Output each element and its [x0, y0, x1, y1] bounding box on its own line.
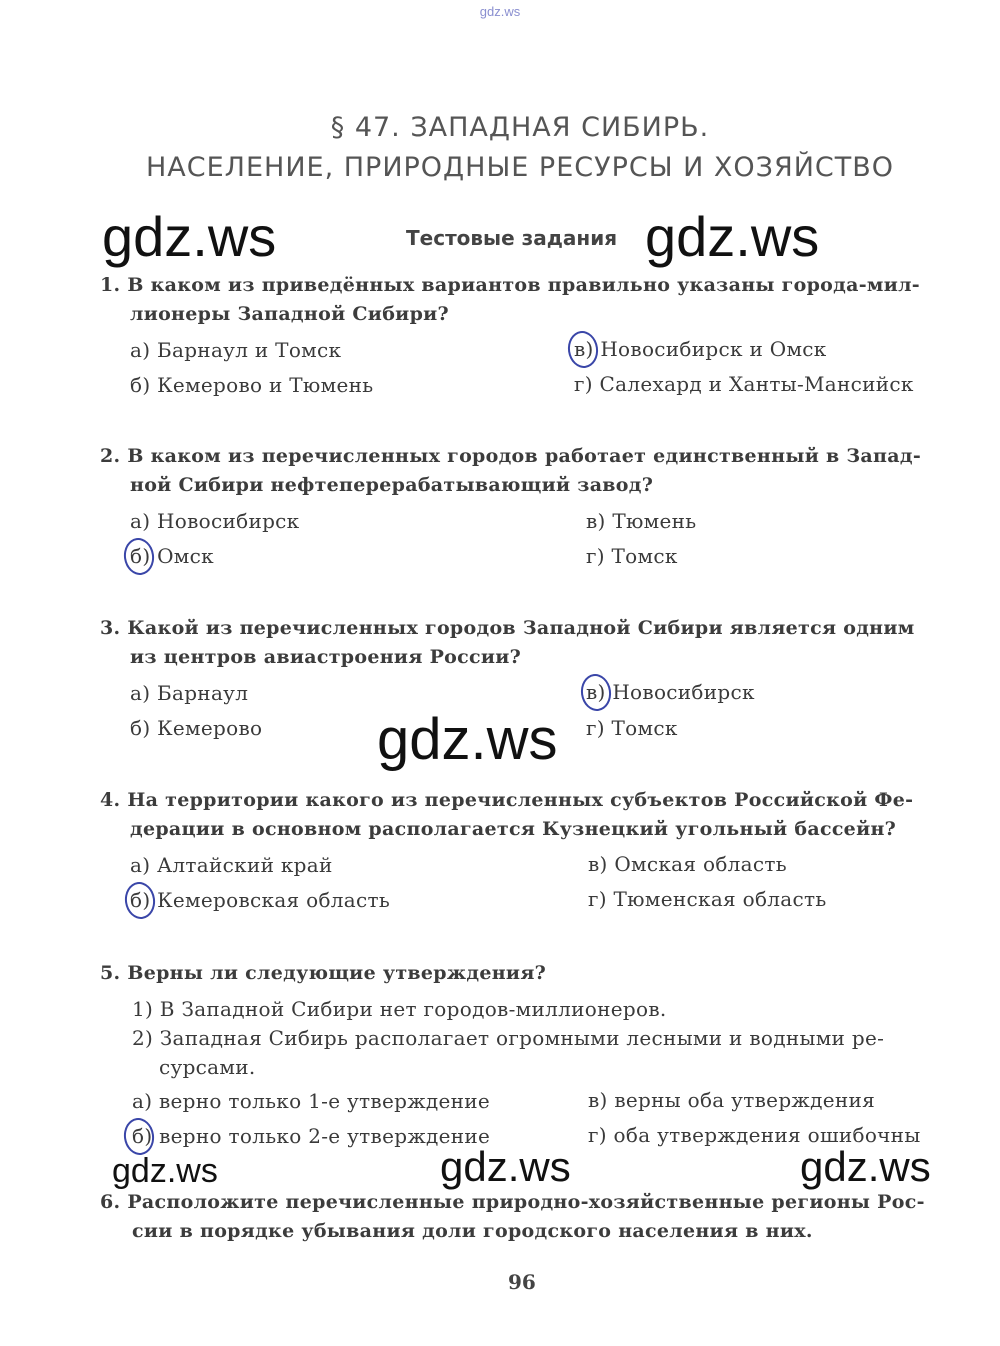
question-1-line1: 1. В каком из приведённых вариантов правильно указаны города-мил-	[100, 274, 920, 296]
question-3-line2: из центров авиастроения России?	[130, 646, 522, 668]
q4-option-a: а) Алтайский край	[130, 853, 333, 877]
question-1-line2: лионеры Западной Сибири?	[130, 303, 449, 325]
question-4-line1: 4. На территории какого из перечисленных субъектов Российской Фе-	[100, 789, 914, 811]
q5-option-b: б) верно только 2-е утверждение	[132, 1124, 491, 1148]
q3-option-a: а) Барнаул	[130, 681, 249, 705]
answer-mark-circle-q4	[123, 880, 158, 921]
top-watermark: gdz.ws	[479, 4, 521, 19]
q5-statement-2-cont: сурсами.	[159, 1055, 256, 1079]
q2-option-v: в) Тюмень	[586, 509, 697, 533]
q5-statement-2: 2) Западная Сибирь располагает огромными лесными и водными ре-	[132, 1026, 885, 1050]
q3-option-v: в) Новосибирск	[586, 680, 755, 704]
question-6-line2: сии в порядке убывания доли городского населения в них.	[132, 1220, 813, 1242]
answer-mark-circle-q5	[122, 1116, 157, 1157]
q2-option-a: а) Новосибирск	[130, 509, 300, 533]
page-number: 96	[508, 1270, 536, 1294]
q5-option-a: а) верно только 1-е утверждение	[132, 1089, 491, 1113]
answer-mark-circle-q1	[566, 329, 601, 370]
question-2-line2: ной Сибири нефтеперерабатывающий завод?	[130, 474, 654, 496]
q1-option-g: г) Салехард и Ханты-Мансийск	[574, 372, 914, 396]
page-title-line1: § 47. ЗАПАДНАЯ СИБИРЬ.	[330, 112, 710, 143]
q3-option-b: б) Кемерово	[130, 716, 263, 740]
q2-option-b: б) Омск	[130, 544, 214, 568]
q3-option-g: г) Томск	[586, 716, 678, 740]
answer-mark-circle-q2	[122, 536, 157, 577]
q1-option-a: а) Барнаул и Томск	[130, 338, 342, 362]
watermark-6: gdz.ws	[800, 1143, 931, 1190]
q5-option-v: в) верны оба утверждения	[588, 1088, 876, 1112]
q5-statement-1: 1) В Западной Сибири нет городов-миллионеров.	[132, 997, 667, 1021]
watermark-1: gdz.ws	[102, 205, 277, 268]
q4-option-b: б) Кемеровская область	[130, 888, 391, 912]
watermark-4: gdz.ws	[112, 1152, 218, 1190]
question-3-line1: 3. Какой из перечисленных городов Западной Сибири является одним	[100, 617, 915, 639]
question-4-line2: дерации в основном располагается Кузнецкий угольный бассейн?	[130, 818, 897, 840]
watermark-3: gdz.ws	[377, 707, 558, 772]
q1-option-b: б) Кемерово и Тюмень	[130, 373, 374, 397]
q4-option-g: г) Тюменская область	[588, 887, 827, 911]
watermark-5: gdz.ws	[440, 1143, 571, 1190]
q5-option-g: г) оба утверждения ошибочны	[588, 1123, 921, 1147]
q4-option-v: в) Омская область	[588, 852, 787, 876]
watermark-2: gdz.ws	[645, 205, 820, 268]
section-heading: Тестовые задания	[406, 226, 618, 250]
q2-option-g: г) Томск	[586, 544, 678, 568]
question-2-line1: 2. В каком из перечисленных городов работает единственный в Запад-	[100, 445, 921, 467]
q1-option-v: в) Новосибирск и Омск	[574, 337, 827, 361]
page-title-line2: НАСЕЛЕНИЕ, ПРИРОДНЫЕ РЕСУРСЫ И ХОЗЯЙСТВО	[145, 152, 895, 183]
question-6-line1: 6. Расположите перечисленные природно-хозяйственные регионы Рос-	[100, 1191, 925, 1213]
question-5-line1: 5. Верны ли следующие утверждения?	[100, 962, 547, 984]
answer-mark-circle-q3	[579, 672, 614, 713]
